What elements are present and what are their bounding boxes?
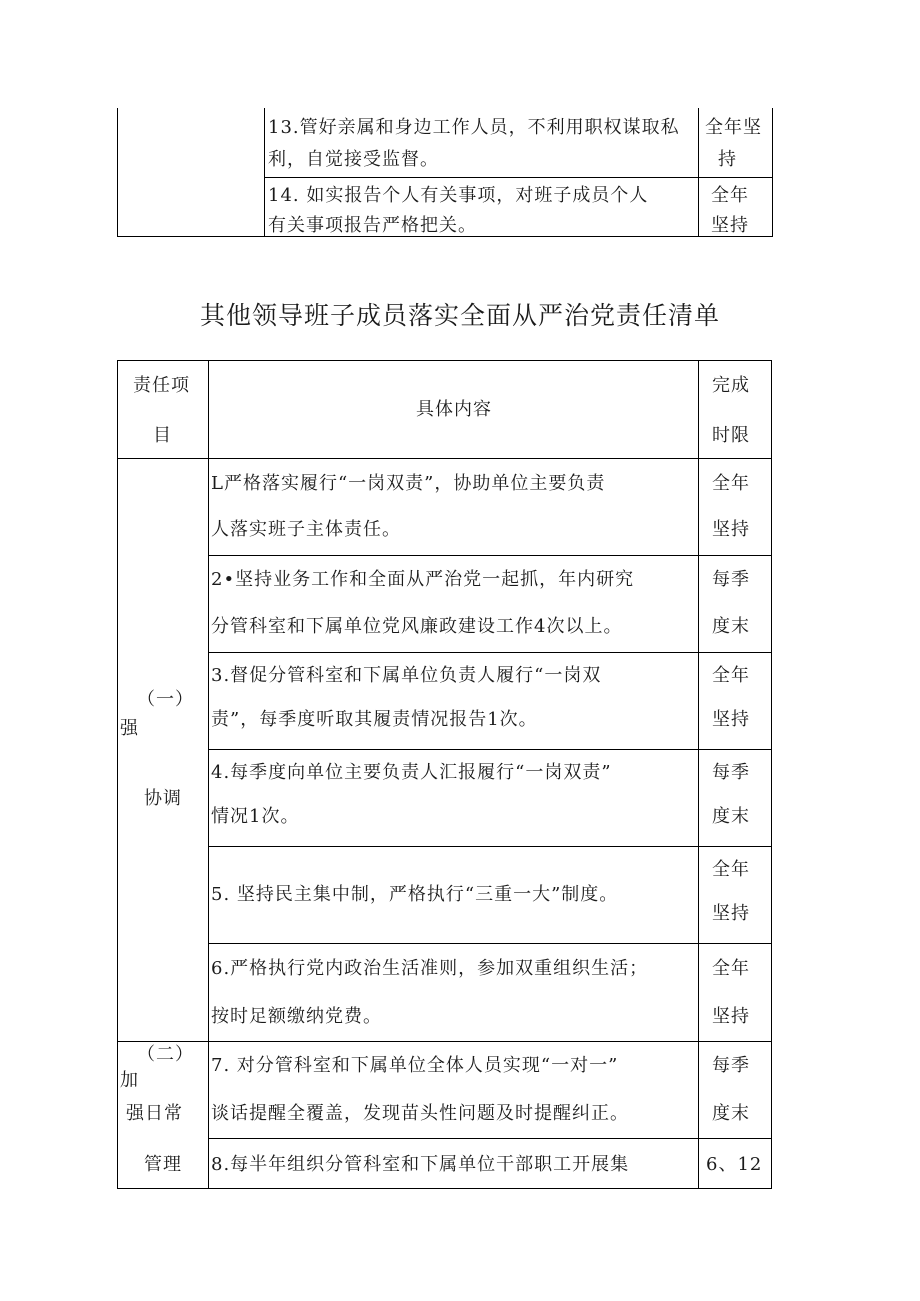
header-item: 目 <box>153 425 172 446</box>
row-deadline: 全年坚 <box>705 117 762 138</box>
row-content-line: 有关事项报告严格把关。 <box>268 215 477 236</box>
header-item: 责任项 <box>133 375 190 396</box>
row-content-line: 13.管好亲属和身边工作人员，不利用职权谋取私 <box>268 117 680 138</box>
header-content: 具体内容 <box>416 399 492 420</box>
row-deadline: 全年 <box>711 185 749 206</box>
header-deadline: 时限 <box>712 425 750 446</box>
header-deadline: 完成 <box>712 375 750 396</box>
row-deadline: 持 <box>718 149 737 170</box>
row-deadline: 坚持 <box>711 215 749 236</box>
page-title: 其他领导班子成员落实全面从严治党责任清单 <box>199 301 720 330</box>
row-content-line: 14. 如实报告个人有关事项，对班子成员个人 <box>268 185 649 206</box>
row-content-line: 利，自觉接受监督。 <box>268 149 439 170</box>
